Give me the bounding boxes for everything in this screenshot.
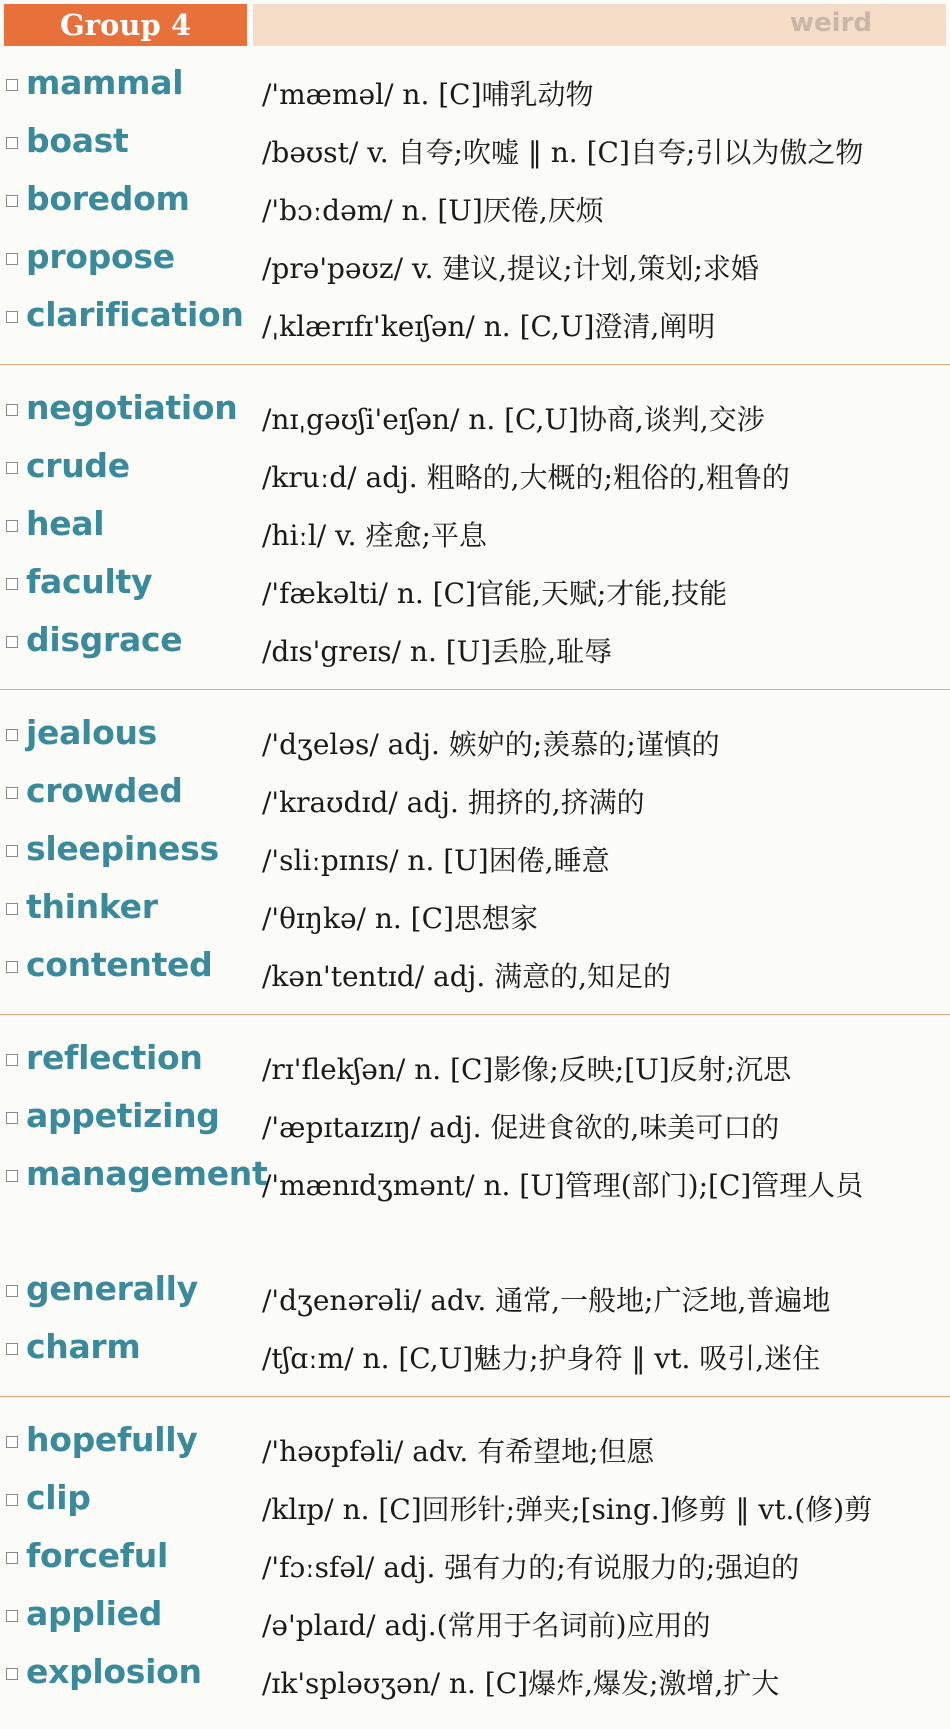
vocab-definition: /'fɔːsfəl/ adj. 强有力的;有说服力的;强迫的 [262, 1551, 800, 1584]
vocab-definition: /'bɔːdəm/ n. [U]厌倦,厌烦 [262, 194, 604, 227]
checkbox[interactable] [6, 578, 18, 590]
checkbox[interactable] [6, 311, 18, 323]
vocab-definition: /'mænɪdʒmənt/ n. [U]管理(部门);[C]管理人员 [262, 1169, 864, 1202]
checkbox[interactable] [6, 1343, 18, 1355]
checkbox[interactable] [6, 253, 18, 265]
vocab-entry [0, 942, 950, 1000]
checkbox[interactable] [6, 195, 18, 207]
vocab-entry [0, 1035, 950, 1093]
vocab-word: applied [26, 1594, 163, 1633]
vocab-word: boast [26, 121, 129, 160]
checkbox[interactable] [6, 1668, 18, 1680]
vocab-entry [0, 710, 950, 768]
word-group [0, 364, 950, 689]
vocab-word: reflection [26, 1038, 203, 1077]
vocab-definition: /klɪp/ n. [C]回形针;弹夹;[sing.]修剪 ‖ vt.(修)剪 [262, 1493, 873, 1526]
vocab-definition: /bəʊst/ v. 自夸;吹嘘 ‖ n. [C]自夸;引以为傲之物 [262, 136, 864, 169]
checkbox[interactable] [6, 1552, 18, 1564]
checkbox[interactable] [6, 1112, 18, 1124]
vocab-definition: /'mæməl/ n. [C]哺乳动物 [262, 78, 594, 111]
checkbox[interactable] [6, 1494, 18, 1506]
vocab-entry [0, 501, 950, 559]
header [0, 0, 950, 50]
checkbox[interactable] [6, 729, 18, 741]
vocab-entry [0, 234, 950, 292]
vocab-entry [0, 1417, 950, 1475]
vocab-entry [0, 768, 950, 826]
vocab-definition: /'həʊpfəli/ adv. 有希望地;但愿 [262, 1435, 655, 1468]
vocab-word: jealous [26, 713, 157, 752]
vocab-word: explosion [26, 1652, 202, 1691]
word-group [0, 689, 950, 1014]
vocab-word: clip [26, 1478, 91, 1517]
vocab-word: appetizing [26, 1096, 220, 1135]
vocab-word: crude [26, 446, 130, 485]
vocab-definition: /ˌklærɪfɪ'keɪʃən/ n. [C,U]澄清,阐明 [262, 310, 716, 343]
vocab-definition: /hiːl/ v. 痊愈;平息 [262, 519, 487, 552]
vocab-word: management [26, 1154, 268, 1193]
checkbox[interactable] [6, 1610, 18, 1622]
vocab-definition: /prə'pəʊz/ v. 建议,提议;计划,策划;求婚 [262, 252, 759, 285]
vocab-word: charm [26, 1327, 141, 1366]
checkbox[interactable] [6, 1054, 18, 1066]
vocab-definition: /nɪˌgəʊʃi'eɪʃən/ n. [C,U]协商,谈判,交涉 [262, 403, 765, 436]
vocab-entry [0, 60, 950, 118]
vocab-word: negotiation [26, 388, 238, 427]
vocab-definition: /'æpɪtaɪzɪŋ/ adj. 促进食欲的,味美可口的 [262, 1111, 780, 1144]
vocab-entry [0, 559, 950, 617]
vocab-definition: /tʃɑːm/ n. [C,U]魅力;护身符 ‖ vt. 吸引,迷住 [262, 1342, 821, 1375]
checkbox[interactable] [6, 1170, 18, 1182]
vocab-word: thinker [26, 887, 158, 926]
checkbox[interactable] [6, 1436, 18, 1448]
vocab-entry [0, 1151, 950, 1266]
vocab-word: contented [26, 945, 213, 984]
checkbox[interactable] [6, 787, 18, 799]
checkbox[interactable] [6, 462, 18, 474]
vocab-definition: /'dʒeləs/ adj. 嫉妒的;羡慕的;谨慎的 [262, 728, 720, 761]
vocab-definition: /'kraʊdɪd/ adj. 拥挤的,挤满的 [262, 786, 645, 819]
vocab-entry [0, 118, 950, 176]
vocab-entry [0, 385, 950, 443]
vocab-definition: /kruːd/ adj. 粗略的,大概的;粗俗的,粗鲁的 [262, 461, 790, 494]
vocab-definition: /ə'plaɪd/ adj.(常用于名词前)应用的 [262, 1609, 711, 1642]
vocab-entry [0, 292, 950, 350]
vocab-definition: /'fækəlti/ n. [C]官能,天赋;才能,技能 [262, 577, 728, 610]
vocab-word: heal [26, 504, 105, 543]
vocab-definition: /'sliːpɪnɪs/ n. [U]困倦,睡意 [262, 844, 610, 877]
vocab-definition: /'θɪŋkə/ n. [C]思想家 [262, 902, 538, 935]
vocab-definition: /dɪs'greɪs/ n. [U]丢脸,耻辱 [262, 635, 613, 668]
vocab-entry [0, 1533, 950, 1591]
checkbox[interactable] [6, 961, 18, 973]
vocab-entry [0, 884, 950, 942]
vocab-entry [0, 1093, 950, 1151]
checkbox[interactable] [6, 79, 18, 91]
vocab-entry [0, 1324, 950, 1382]
vocab-entry [0, 617, 950, 675]
vocab-word: crowded [26, 771, 183, 810]
checkbox[interactable] [6, 636, 18, 648]
vocab-word: forceful [26, 1536, 169, 1575]
vocab-word: generally [26, 1269, 198, 1308]
vocab-definition: /rɪ'flekʃən/ n. [C]影像;反映;[U]反射;沉思 [262, 1053, 792, 1086]
vocab-word: sleepiness [26, 829, 219, 868]
vocab-entry [0, 1649, 950, 1707]
vocab-word: boredom [26, 179, 190, 218]
vocab-definition: /kən'tentɪd/ adj. 满意的,知足的 [262, 960, 672, 993]
vocab-word: disgrace [26, 620, 183, 659]
group-label: Group 4 [4, 4, 247, 46]
vocab-entry [0, 826, 950, 884]
vocab-definition: /'dʒenərəli/ adv. 通常,一般地;广泛地,普遍地 [262, 1284, 831, 1317]
vocab-word: faculty [26, 562, 153, 601]
word-group [0, 60, 950, 364]
checkbox[interactable] [6, 903, 18, 915]
vocab-word: hopefully [26, 1420, 198, 1459]
vocab-definition: /ɪk'spləʊʒən/ n. [C]爆炸,爆发;激增,扩大 [262, 1667, 780, 1700]
vocab-word: mammal [26, 63, 184, 102]
word-group [0, 1396, 950, 1721]
vocab-entry [0, 443, 950, 501]
vocab-entry [0, 176, 950, 234]
bleed-through-text: weird [790, 8, 872, 38]
vocab-entry [0, 1591, 950, 1649]
checkbox[interactable] [6, 137, 18, 149]
word-group [0, 1014, 950, 1396]
vocab-entry [0, 1266, 950, 1324]
checkbox[interactable] [6, 404, 18, 416]
checkbox[interactable] [6, 1285, 18, 1297]
vocab-entry [0, 1475, 950, 1533]
checkbox[interactable] [6, 520, 18, 532]
vocab-word: propose [26, 237, 175, 276]
vocabulary-groups [0, 60, 950, 1721]
checkbox[interactable] [6, 845, 18, 857]
vocab-word: clarification [26, 295, 244, 334]
